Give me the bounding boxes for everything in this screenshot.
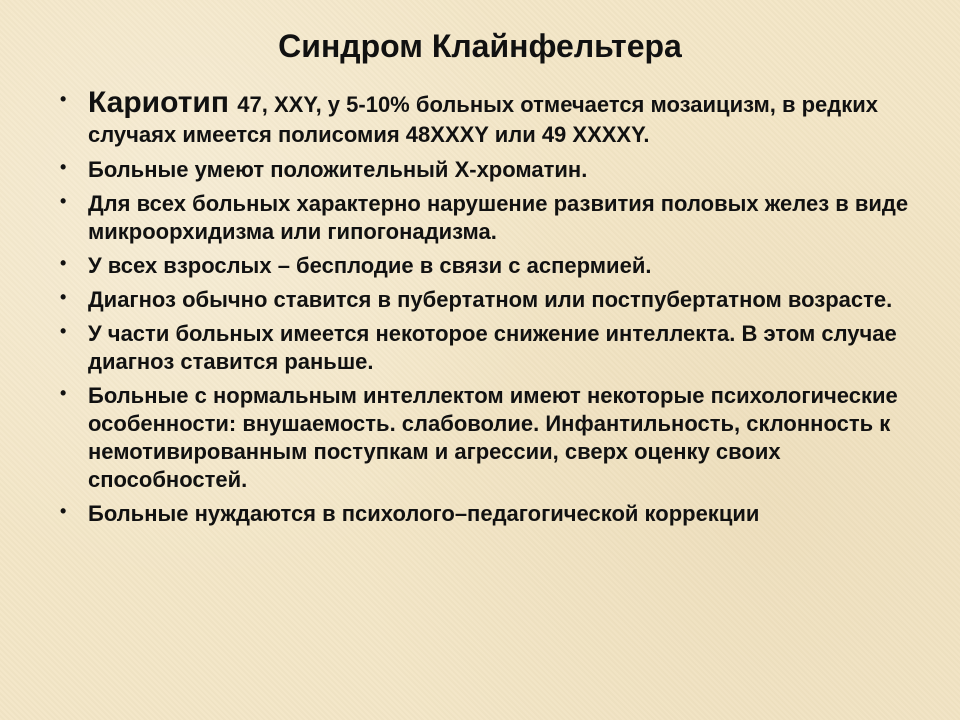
bullet-lead: Кариотип: [88, 86, 238, 119]
bullet-text: Для всех больных характерно нарушение развития половых желез в виде микроорхидизма или гипогонадизма.: [88, 191, 909, 244]
bullet-icon: •: [60, 501, 67, 521]
bullet-item: [56, 500, 916, 528]
bullet-icon: •: [60, 253, 67, 273]
slide-title: Синдром Клайнфельтера: [278, 28, 682, 64]
bullet-item: [56, 190, 916, 246]
bullet-icon: •: [60, 89, 67, 109]
bullet-item: [56, 320, 916, 376]
bullet-item: [56, 382, 916, 494]
bullet-text: Больные умеют положительный Х-хроматин.: [88, 157, 588, 182]
bullet-text: Больные нуждаются в психолого–педагогической коррекции: [88, 501, 760, 526]
bullet-text: У всех взрослых – бесплодие в связи с аспермией.: [88, 253, 652, 278]
bullet-icon: •: [60, 287, 67, 307]
bullet-icon: •: [60, 383, 67, 403]
bullet-text: 47, XXY, у 5-10% больных отмечается мозаицизм, в редких случаях имеется полисомия 48XXXY или 49 XXXXY.: [88, 92, 879, 147]
bullet-item: [56, 252, 916, 280]
bullet-text: У части больных имеется некоторое снижение интеллекта. В этом случае диагноз ставится раньше.: [88, 321, 897, 374]
bullet-item: [56, 156, 916, 184]
bullet-item: [56, 286, 916, 314]
bullet-text: Диагноз обычно ставится в пубертатном или постпубертатном возрасте.: [88, 287, 893, 312]
bullet-icon: •: [60, 321, 67, 341]
bullet-icon: •: [60, 157, 67, 177]
bullet-list: [56, 88, 916, 534]
bullet-text: Больные с нормальным интеллектом имеют некоторые психологические особенности: внушаемость. слабоволие. Инфантильность, склонность к немотивированным поступкам и агрессии, сверх оценку своих способностей.: [88, 383, 898, 492]
bullet-item: [56, 88, 916, 150]
bullet-icon: •: [60, 191, 67, 211]
